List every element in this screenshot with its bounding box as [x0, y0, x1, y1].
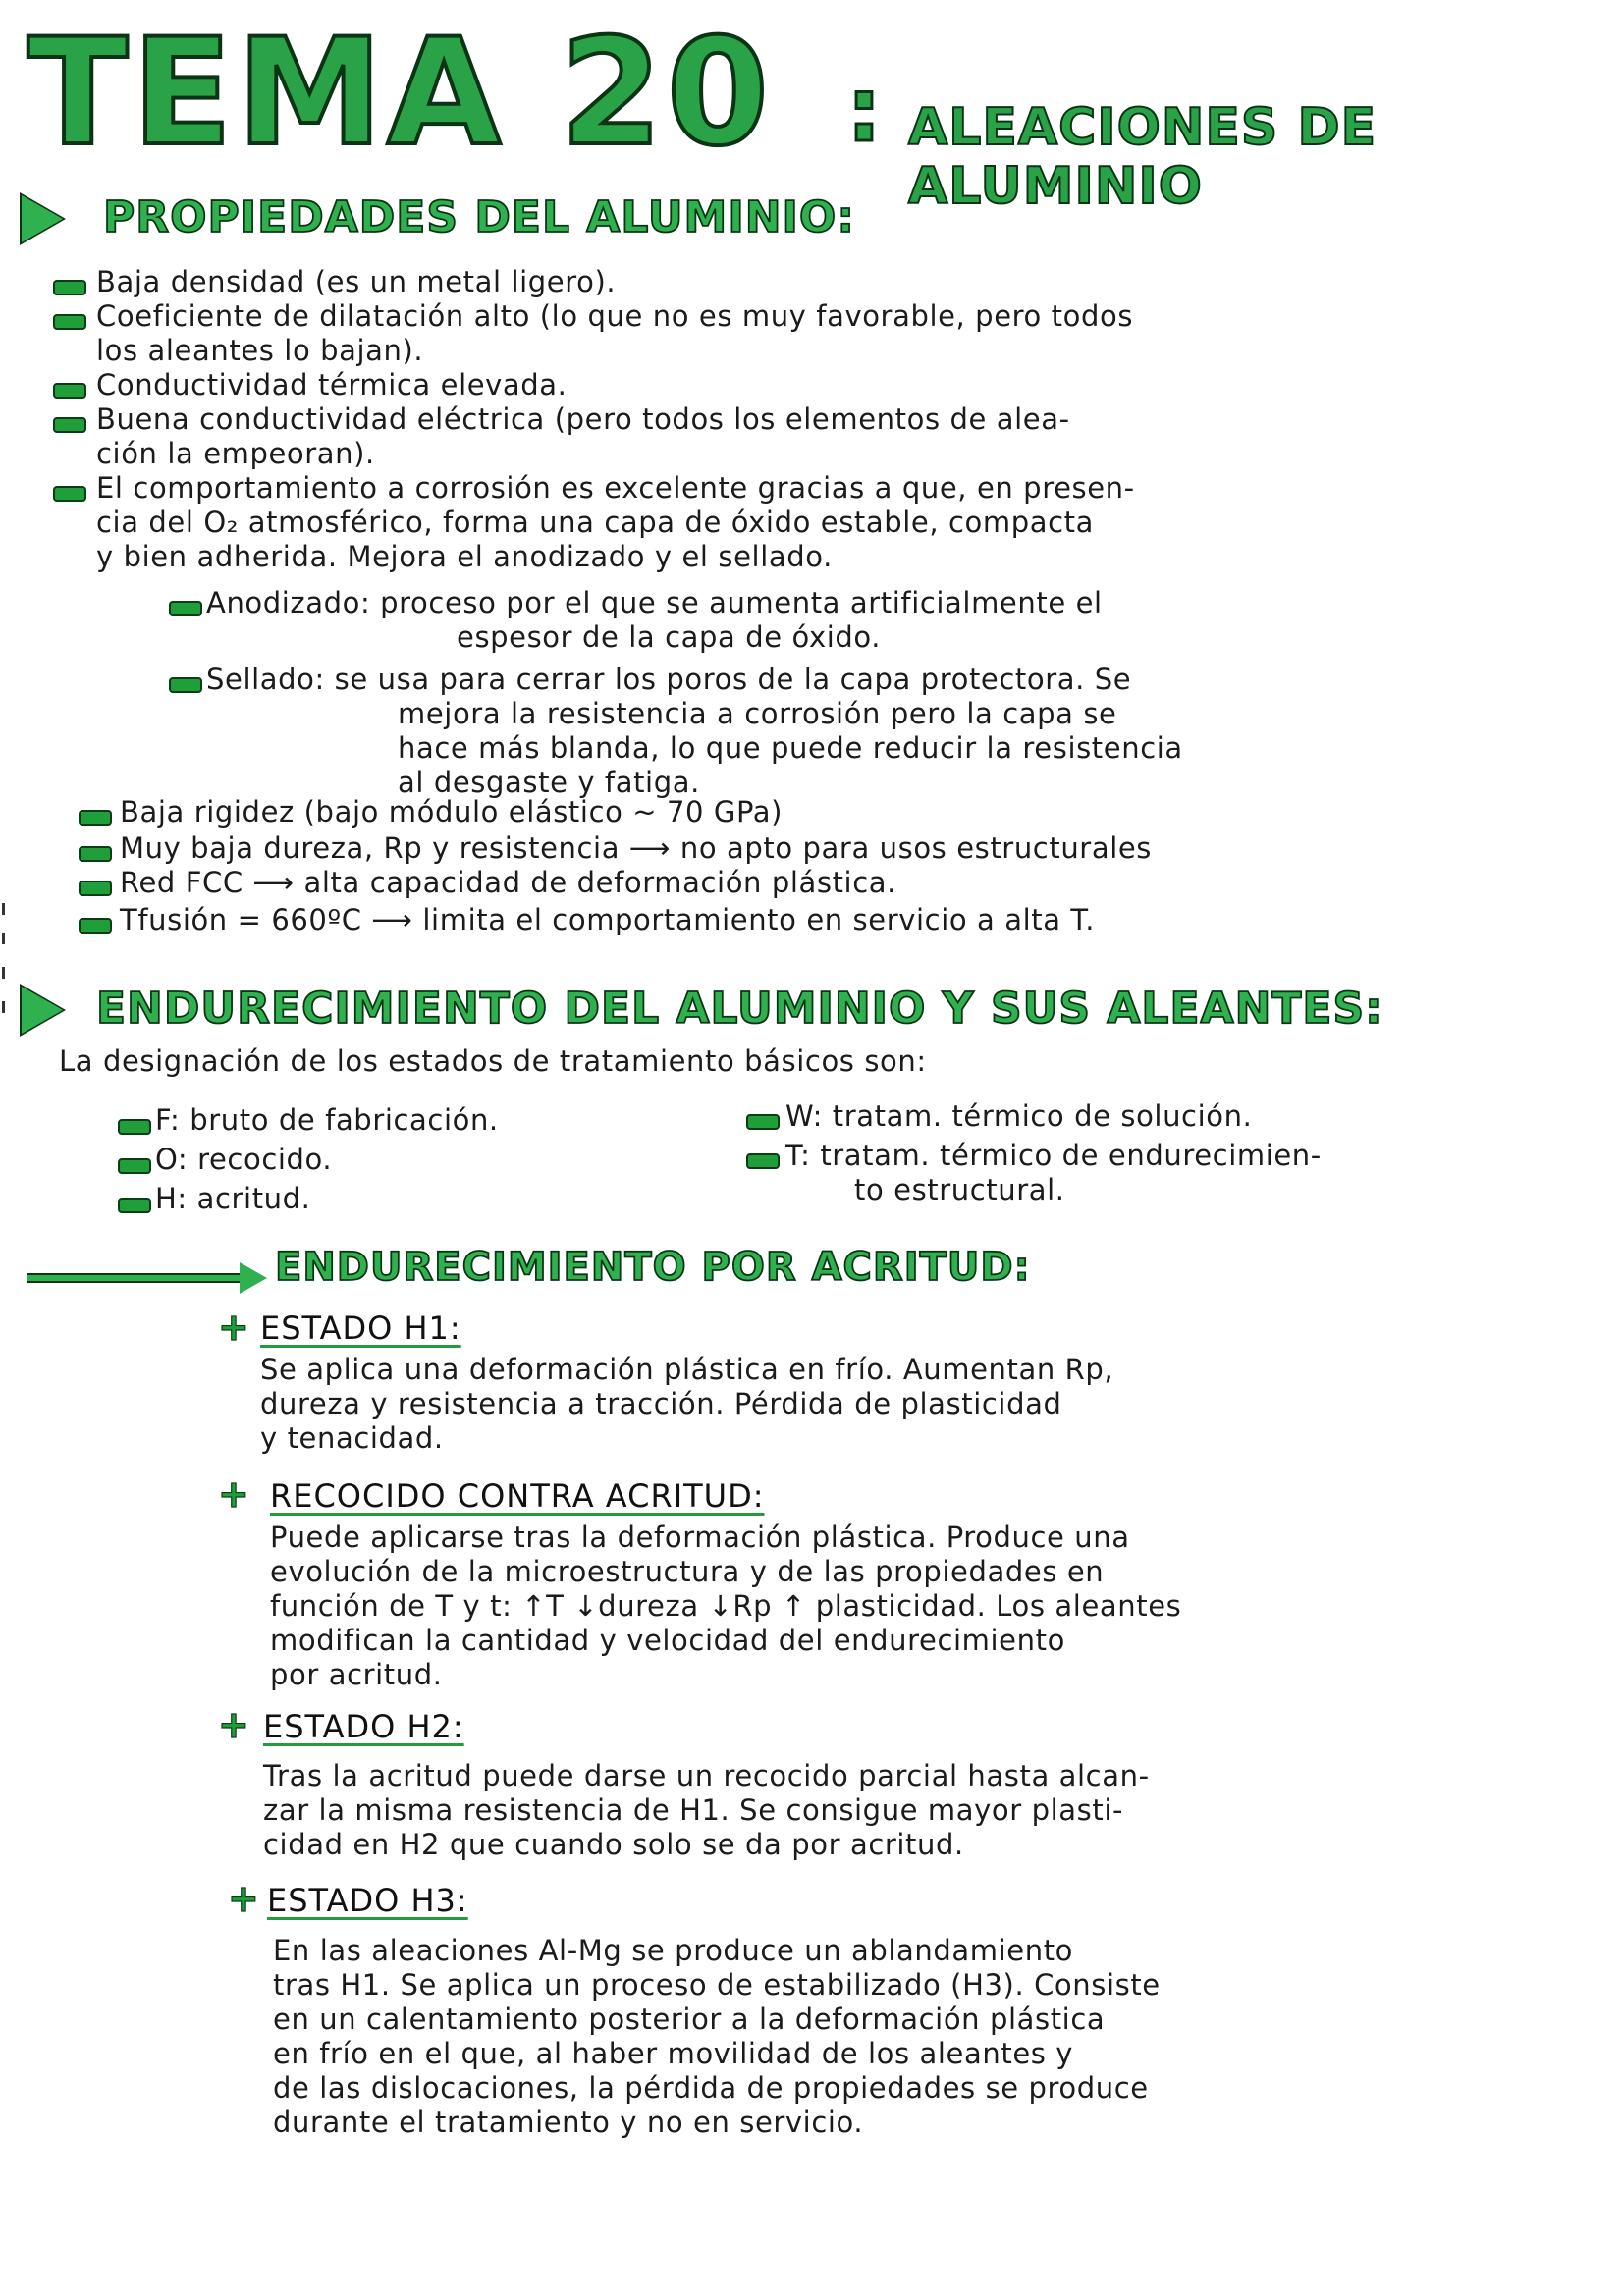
plus-icon: +: [218, 1703, 249, 1746]
block-line: y tenacidad.: [260, 1421, 444, 1455]
bullet-icon: [746, 1153, 780, 1169]
property-line: cia del O₂ atmosférico, forma una capa de óxido estable, compacta: [96, 506, 1094, 539]
block-heading-recocido: RECOCIDO CONTRA ACRITUD:: [270, 1477, 765, 1515]
sellado-line: al desgaste y fatiga.: [398, 766, 700, 799]
plus-icon: +: [228, 1877, 259, 1920]
bullet-icon: [118, 1158, 151, 1174]
block-line: en frío en el que, al haber movilidad de los aleantes y: [273, 2037, 1074, 2070]
margin-mark: [2, 1001, 5, 1013]
block-line: en un calentamiento posterior a la deformación plástica: [273, 2002, 1106, 2036]
bullet-icon: [118, 1198, 151, 1213]
block-line: evolución de la microestructura y de las propiedades en: [270, 1555, 1105, 1588]
block-line: dureza y resistencia a tracción. Pérdida de plasticidad: [260, 1387, 1062, 1420]
block-line: cidad en H2 que cuando solo se da por acritud.: [263, 1828, 964, 1861]
page-title: TEMA 20: [27, 8, 774, 179]
bullet-icon: [169, 601, 202, 616]
margin-mark: [2, 903, 5, 915]
sellado-line: hace más blanda, lo que puede reducir la resistencia: [398, 731, 1183, 765]
bullet-icon: [79, 846, 112, 862]
anodizado-line: espesor de la capa de óxido.: [457, 620, 882, 654]
property-line: y bien adherida. Mejora el anodizado y el sellado.: [96, 540, 833, 573]
state-f: F: bruto de fabricación.: [155, 1103, 499, 1137]
property-line: Baja densidad (es un metal ligero).: [96, 265, 617, 298]
bullet-icon: [53, 486, 86, 502]
block-heading-h2: ESTADO H2:: [263, 1708, 464, 1745]
block-line: por acritud.: [270, 1658, 443, 1691]
block-heading-h3: ESTADO H3:: [267, 1882, 468, 1919]
property-line: los aleantes lo bajan).: [96, 334, 424, 367]
block-line: función de T y t: ↑T ↓dureza ↓Rp ↑ plasticidad. Los aleantes: [270, 1589, 1182, 1623]
arrow-right-icon: [240, 1262, 267, 1294]
section-title-endurecimiento: ENDURECIMIENTO DEL ALUMINIO Y SUS ALEANTES:: [96, 984, 1383, 1034]
sellado-line: Sellado: se usa para cerrar los poros de la capa protectora. Se: [206, 663, 1132, 696]
plus-icon: +: [218, 1472, 249, 1516]
arrow-line: [27, 1273, 243, 1283]
margin-mark: [2, 967, 5, 979]
property-line: ción la empeoran).: [96, 437, 375, 470]
property-line: El comportamiento a corrosión es excelente gracias a que, en presen-: [96, 471, 1135, 505]
bullet-icon: [169, 677, 202, 693]
property-line: Red FCC ⟶ alta capacidad de deformación plástica.: [120, 866, 896, 899]
states-intro: La designación de los estados de tratamiento básicos son:: [59, 1044, 927, 1078]
property-line: Coeficiente de dilatación alto (lo que no es muy favorable, pero todos: [96, 299, 1134, 333]
state-t: to estructural.: [854, 1173, 1065, 1206]
block-line: durante el tratamiento y no en servicio.: [273, 2106, 864, 2139]
bullet-icon: [79, 810, 112, 826]
bullet-icon: [118, 1119, 151, 1135]
block-line: de las dislocaciones, la pérdida de propiedades se produce: [273, 2071, 1149, 2105]
state-o: O: recocido.: [155, 1143, 333, 1176]
block-line: zar la misma resistencia de H1. Se consigue mayor plasti-: [263, 1793, 1124, 1827]
property-line: Muy baja dureza, Rp y resistencia ⟶ no apto para usos estructurales: [120, 831, 1153, 865]
bullet-icon: [746, 1114, 780, 1130]
section-triangle-icon: [22, 195, 63, 242]
property-line: Tfusión = 660ºC ⟶ limita el comportamiento en servicio a alta T.: [120, 903, 1096, 936]
bullet-icon: [53, 280, 86, 295]
page-subtitle: ALEACIONES DE ALUMINIO: [908, 98, 1378, 216]
block-line: Se aplica una deformación plástica en frío. Aumentan Rp,: [260, 1353, 1114, 1386]
block-line: Puede aplicarse tras la deformación plástica. Produce una: [270, 1521, 1130, 1554]
plus-icon: +: [218, 1306, 249, 1349]
block-line: Tras la acritud puede darse un recocido parcial hasta alcan-: [263, 1759, 1150, 1792]
margin-mark: [2, 933, 5, 944]
bullet-icon: [79, 881, 112, 896]
section-title-propiedades: PROPIEDADES DEL ALUMINIO:: [103, 192, 855, 242]
section-title-acritud: ENDURECIMIENTO POR ACRITUD:: [275, 1245, 1031, 1290]
block-line: tras H1. Se aplica un proceso de estabilizado (H3). Consiste: [273, 1968, 1161, 2002]
state-t: T: tratam. térmico de endurecimien-: [785, 1139, 1322, 1172]
title-colon: :: [846, 59, 882, 162]
anodizado-line: Anodizado: proceso por el que se aumenta artificialmente el: [206, 586, 1103, 619]
section-triangle-icon: [22, 987, 63, 1034]
property-line: Buena conductividad eléctrica (pero todos los elementos de alea-: [96, 402, 1070, 436]
state-h: H: acritud.: [155, 1182, 311, 1215]
state-w: W: tratam. térmico de solución.: [785, 1099, 1253, 1133]
property-line: Conductividad térmica elevada.: [96, 368, 568, 401]
sellado-line: mejora la resistencia a corrosión pero la capa se: [398, 697, 1117, 730]
block-line: modifican la cantidad y velocidad del endurecimiento: [270, 1624, 1065, 1657]
block-heading-h1: ESTADO H1:: [260, 1309, 461, 1347]
bullet-icon: [53, 417, 86, 433]
bullet-icon: [79, 918, 112, 934]
bullet-icon: [53, 383, 86, 399]
block-line: En las aleaciones Al-Mg se produce un ablandamiento: [273, 1934, 1074, 1967]
bullet-icon: [53, 314, 86, 330]
property-line: Baja rigidez (bajo módulo elástico ~ 70 GPa): [120, 795, 784, 828]
